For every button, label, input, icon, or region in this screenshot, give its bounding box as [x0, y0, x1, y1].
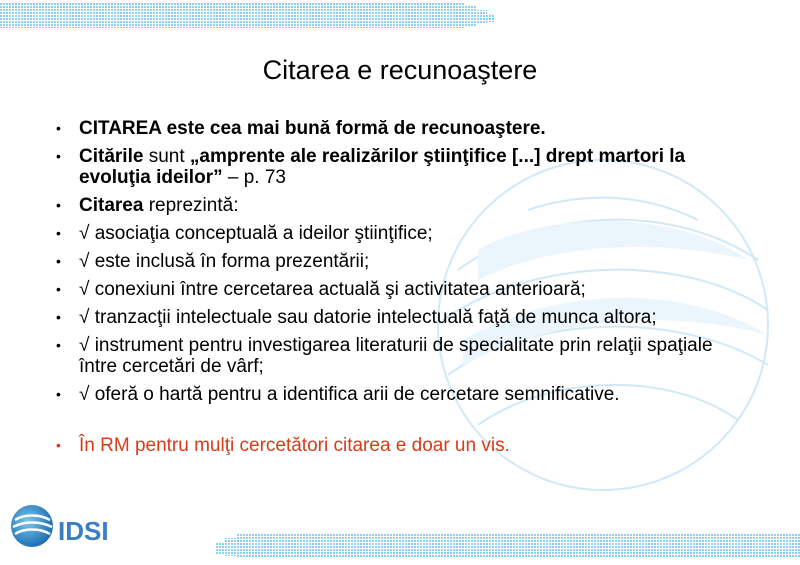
bullet-item — [50, 195, 740, 216]
bullet-text: √ este inclusă în forma prezentării; — [79, 251, 370, 272]
bullet-text-highlight: În RM pentru mulţi cercetători citarea e doar un vis. — [79, 435, 510, 456]
slide-title: Citarea e recunoaştere — [262, 55, 538, 85]
bullet-text: √ tranzacţii intelectuale sau datorie intelectuală faţă de munca altora; — [79, 307, 657, 328]
bullet-text: √ instrument pentru investigarea literaturii de specialitate prin relaţii spaţiale între cercetări de vârf; — [79, 335, 713, 377]
bullet-dot: • — [56, 253, 61, 269]
bullet-text: √ oferă o hartă pentru a identifica arii de cercetare semnificative. — [79, 384, 620, 405]
bullet-dot: • — [56, 148, 61, 164]
bullet-dot: • — [56, 120, 61, 136]
bullet-text: reprezintă: — [143, 195, 239, 216]
idsi-logo — [8, 500, 113, 552]
bullet-text-bold: Citarea — [79, 195, 144, 216]
top-dotted-band — [0, 0, 800, 35]
logo-text: IDSI — [58, 516, 109, 546]
bullet-dot: • — [56, 225, 61, 241]
bullet-text: √ asociaţia conceptuală a ideilor ştiinţifice; — [79, 223, 433, 244]
bullet-dot: • — [56, 309, 61, 325]
bullet-item — [50, 118, 740, 139]
bullet-dot: • — [56, 386, 61, 402]
bullet-item — [50, 279, 740, 300]
bullet-text-bold: „amprente ale realizărilor ştiinţifice [...] drept martori la evoluţia ideilor” — [79, 146, 686, 188]
bullet-text-bold: CITAREA este cea mai bună formă de recunoaştere. — [79, 118, 546, 139]
bullet-item — [50, 251, 740, 272]
bullet-dot: • — [56, 437, 61, 453]
bullet-item — [50, 384, 740, 405]
bullet-text: √ conexiuni între cercetarea actuală şi activitatea anterioară; — [79, 279, 586, 300]
bullet-list — [50, 118, 740, 463]
bullet-item — [50, 335, 740, 377]
bullet-text-bold: Citările — [79, 146, 144, 167]
bottom-dotted-band — [0, 528, 800, 560]
bullet-dot: • — [56, 337, 61, 353]
bullet-item — [50, 146, 740, 188]
bullet-item — [50, 307, 740, 328]
bullet-text: – p. 73 — [222, 167, 286, 188]
bullet-item-highlight — [50, 435, 740, 456]
bullet-text: sunt — [143, 146, 190, 167]
bullet-dot: • — [56, 281, 61, 297]
bullet-item — [50, 223, 740, 244]
bullet-dot: • — [56, 197, 61, 213]
